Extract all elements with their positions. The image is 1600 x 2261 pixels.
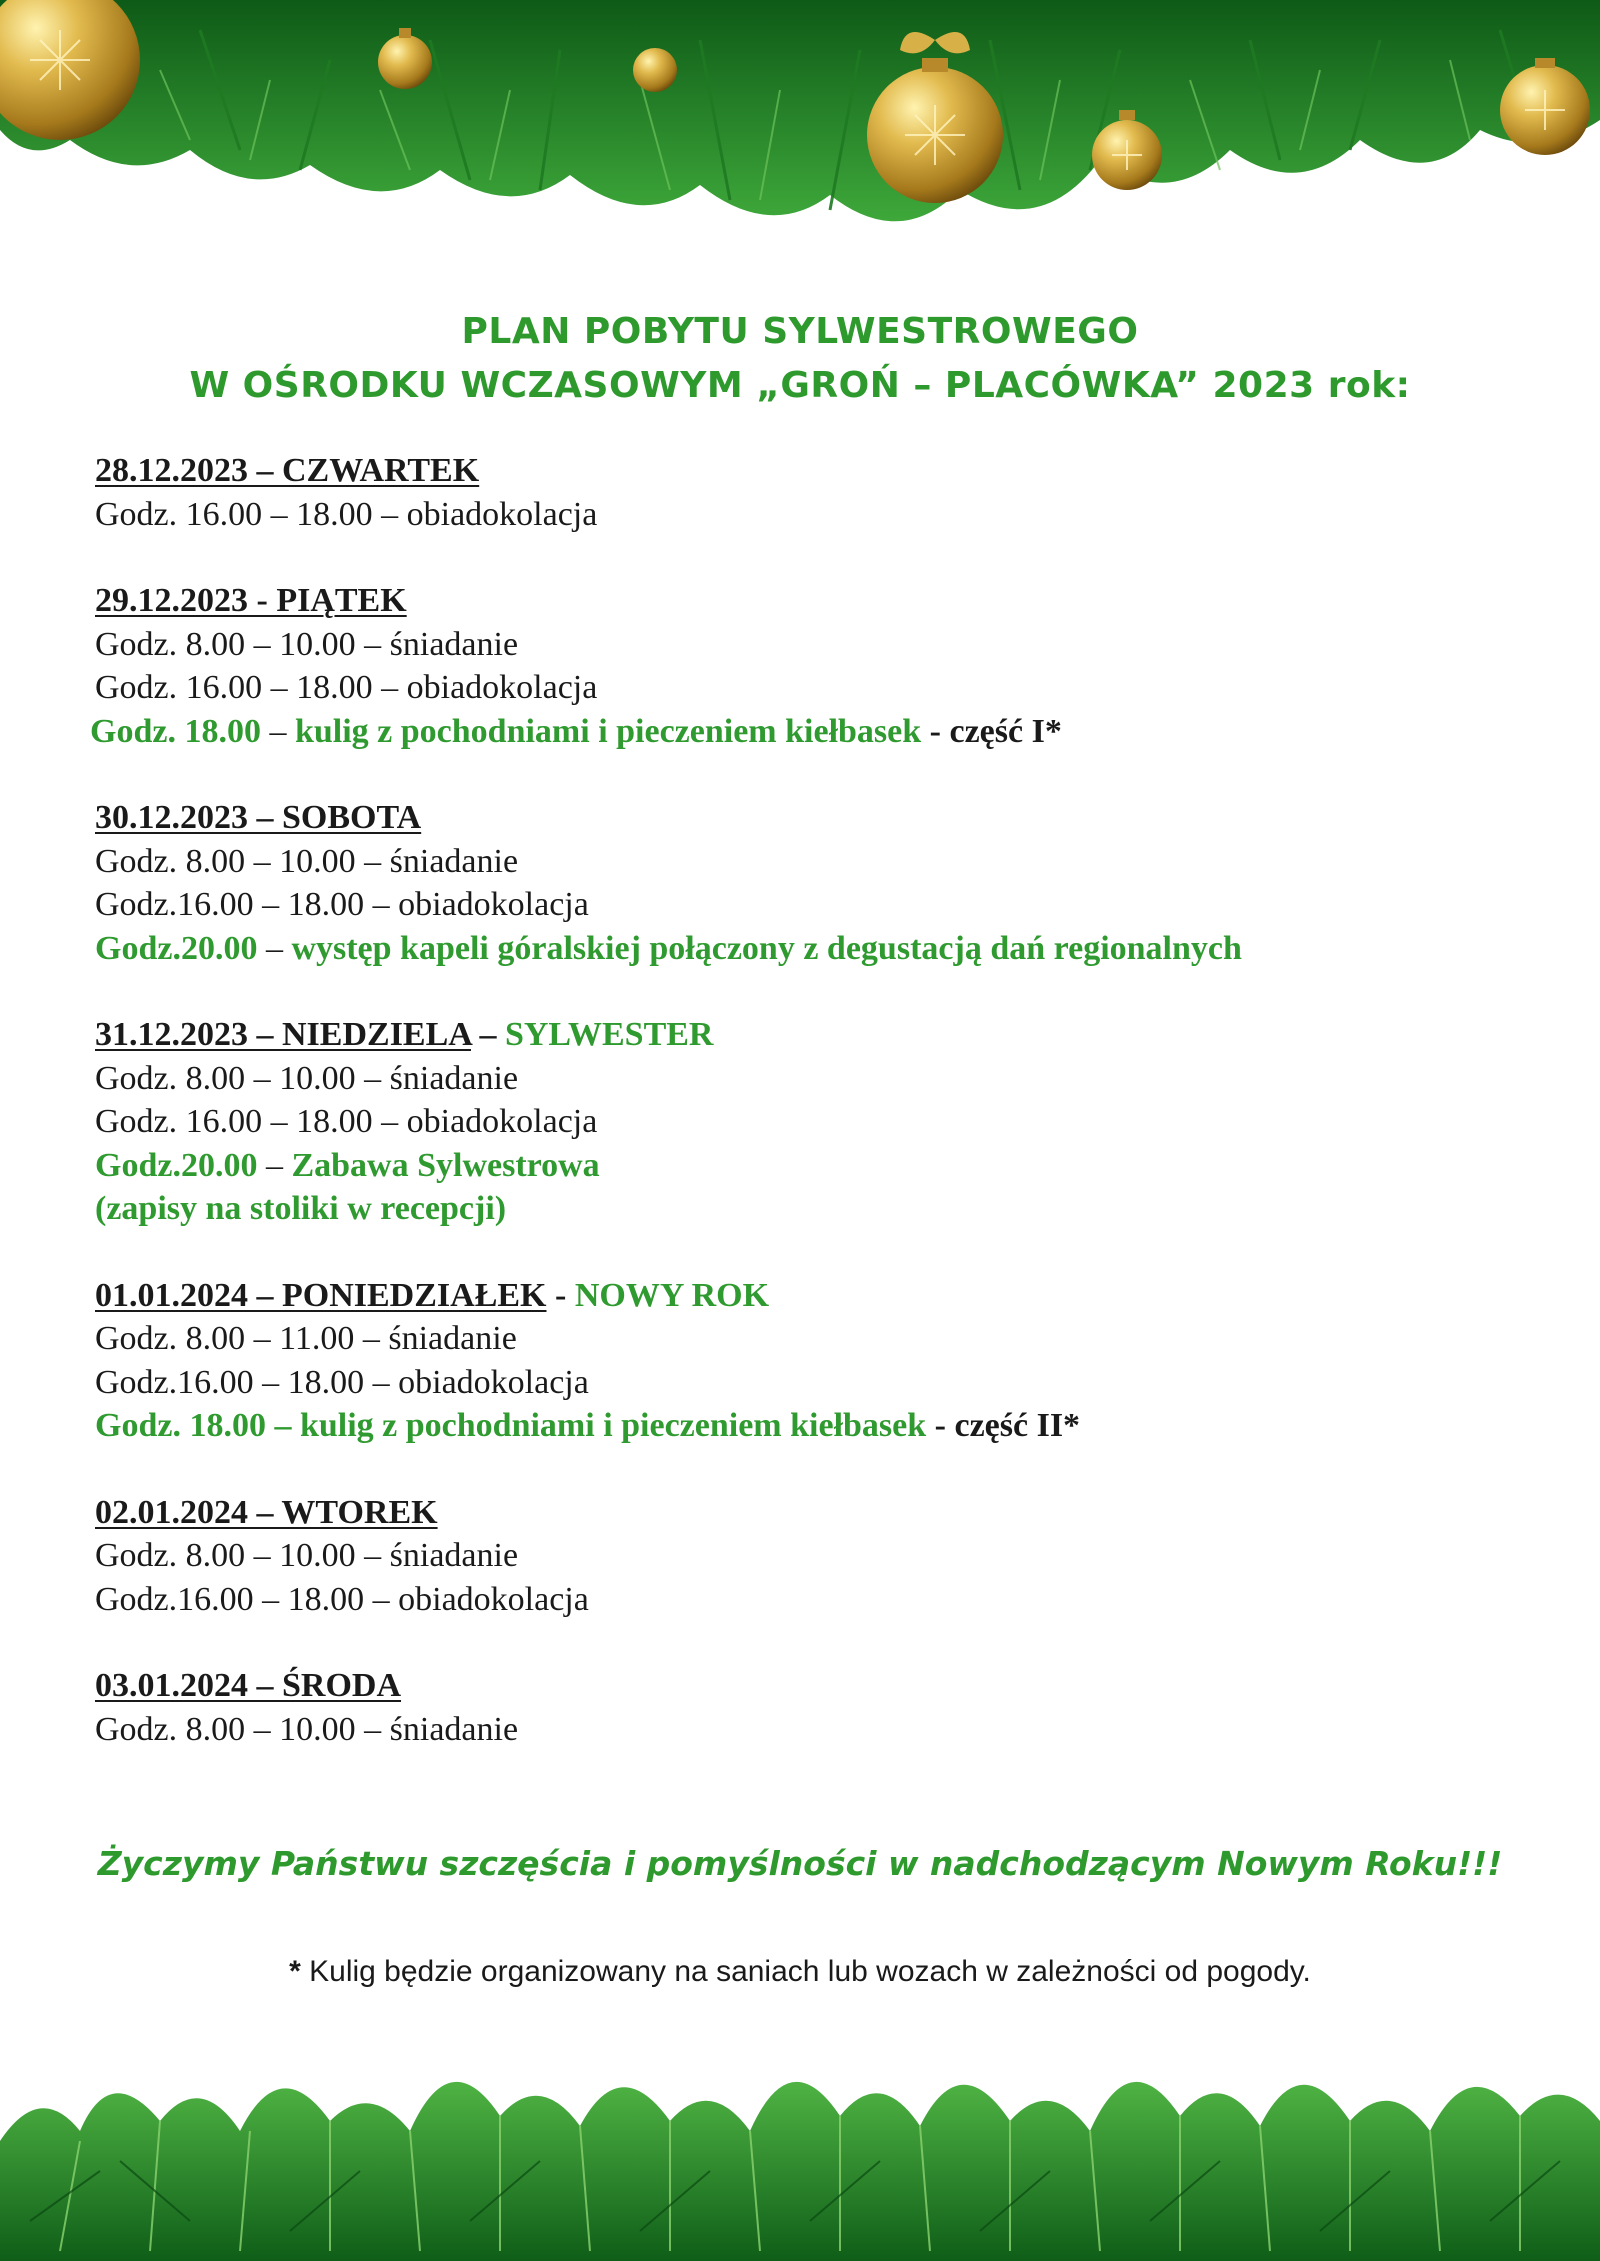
day-date: 28.12.2023 – CZWARTEK: [95, 452, 480, 489]
event-line: [95, 1404, 1535, 1448]
footnote-star: *: [289, 1955, 301, 1988]
day-block: [95, 1274, 1535, 1448]
schedule-line: Godz. 16.00 – 18.00 – obiadokolacja: [95, 669, 598, 706]
event-separator: –: [257, 1146, 292, 1184]
day-heading: [95, 1013, 1535, 1057]
event-time: Godz.20.00: [95, 1146, 258, 1184]
footnote: [0, 1955, 1600, 1989]
day-heading: [95, 579, 1535, 623]
day-heading: [95, 796, 1535, 840]
schedule-line: Godz. 8.00 – 11.00 – śniadanie: [95, 1320, 517, 1357]
event-text: Zabawa Sylwestrowa: [291, 1146, 600, 1184]
page-title: [0, 305, 1600, 413]
schedule: [90, 449, 1535, 1751]
event-line: [95, 927, 1535, 971]
day-date: 30.12.2023 – SOBOTA: [95, 799, 422, 836]
day-date: 01.01.2024 – PONIEDZIAŁEK: [95, 1276, 547, 1314]
christmas-garland-top: [0, 0, 1600, 280]
new-year-wishes: Życzymy Państwu szczęścia i pomyślności w nadchodzącym Nowym Roku!!!: [97, 1844, 1503, 1883]
schedule-line: Godz. 8.00 – 10.00 – śniadanie: [95, 625, 519, 663]
event-text: kulig z pochodniami i pieczeniem kiełbasek: [294, 712, 922, 750]
day-block: [95, 796, 1535, 970]
schedule-line: Godz. 16.00 – 18.00 – obiadokolacja: [95, 1103, 598, 1140]
event-text: kulig z pochodniami i pieczeniem kiełbasek: [299, 1407, 927, 1444]
event-separator: –: [260, 712, 295, 750]
day-heading: [95, 1491, 1535, 1535]
event-separator: –: [257, 929, 292, 967]
title-line-2: W OŚRODKU WCZASOWYM „GROŃ – PLACÓWKA” 2023 rok:: [189, 365, 1411, 406]
date-separator: –: [470, 1016, 505, 1053]
day-date: 29.12.2023 - PIĄTEK: [95, 582, 407, 619]
schedule-line: Godz. 8.00 – 10.00 – śniadanie: [95, 1710, 519, 1748]
schedule-line: Godz.16.00 – 18.00 – obiadokolacja: [95, 1580, 589, 1618]
day-block: [95, 1013, 1535, 1231]
pine-branches-bottom: [0, 2021, 1600, 2261]
day-block: [95, 1491, 1535, 1622]
event-suffix: - część I*: [921, 712, 1062, 750]
event-line: [95, 1144, 1535, 1188]
day-block: [95, 1664, 1535, 1751]
event-time: Godz.20.00: [95, 929, 258, 967]
day-special: SYLWESTER: [504, 1016, 714, 1053]
day-heading: [95, 1274, 1535, 1318]
event-time: Godz. 18.00: [90, 712, 261, 750]
event-time: Godz. 18.00: [95, 1407, 266, 1444]
footnote-text: Kulig będzie organizowany na saniach lub wozach w zależności od pogody.: [300, 1955, 1311, 1988]
day-date: 03.01.2024 – ŚRODA: [95, 1667, 402, 1704]
event-line: [90, 710, 1535, 754]
schedule-line: Godz. 8.00 – 10.00 – śniadanie: [95, 1537, 519, 1574]
day-heading: [95, 449, 1535, 493]
event-note: (zapisy na stoliki w recepcji): [95, 1190, 507, 1227]
date-separator: -: [546, 1276, 575, 1314]
day-block: [90, 579, 1535, 753]
schedule-line: Godz.16.00 – 18.00 – obiadokolacja: [95, 1363, 589, 1401]
day-special: NOWY ROK: [574, 1276, 770, 1314]
event-suffix: - część II*: [926, 1407, 1081, 1444]
schedule-line: Godz. 8.00 – 10.00 – śniadanie: [95, 842, 519, 880]
day-block: [95, 449, 1535, 536]
event-text: występ kapeli góralskiej połączony z degustacją dań regionalnych: [291, 929, 1242, 967]
event-separator: –: [265, 1407, 300, 1444]
day-date: 31.12.2023 – NIEDZIELA: [95, 1016, 471, 1053]
schedule-line: Godz. 8.00 – 10.00 – śniadanie: [95, 1059, 519, 1097]
day-date: 02.01.2024 – WTOREK: [95, 1493, 438, 1531]
day-heading: [95, 1664, 1535, 1708]
title-line-1: PLAN POBYTU SYLWESTROWEGO: [461, 311, 1139, 352]
schedule-line: Godz.16.00 – 18.00 – obiadokolacja: [95, 886, 589, 923]
schedule-line: Godz. 16.00 – 18.00 – obiadokolacja: [95, 495, 598, 533]
